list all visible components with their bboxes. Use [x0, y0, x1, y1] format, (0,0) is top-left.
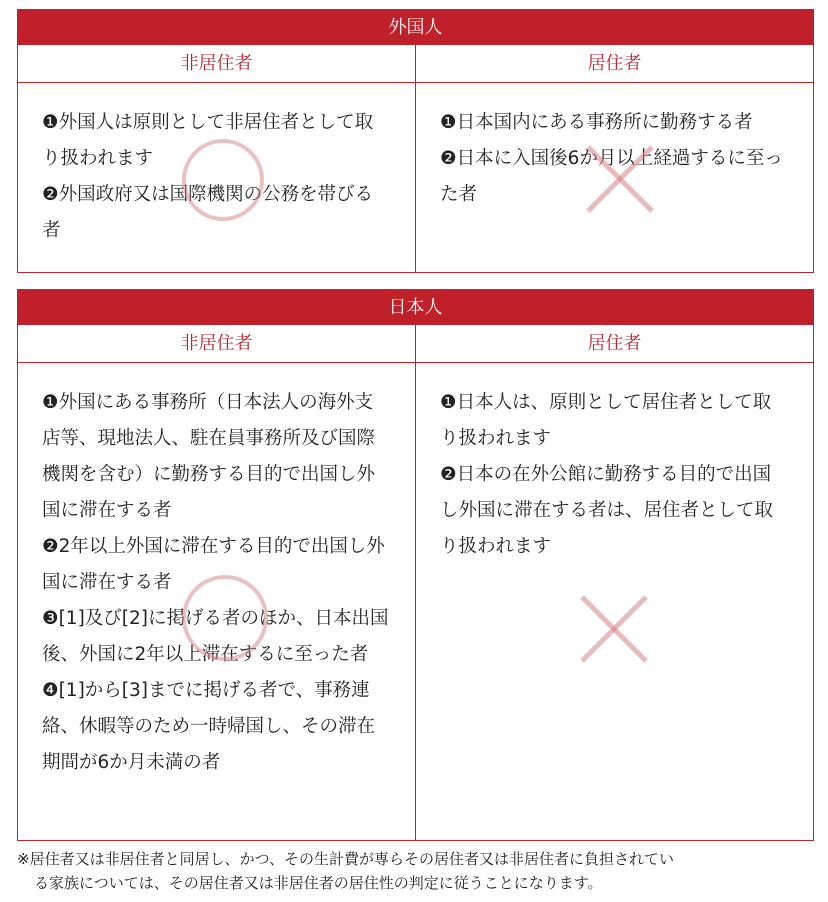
cross-mark-icon	[574, 589, 654, 669]
foreigner-header-row	[18, 45, 813, 83]
japanese-nonresident-item-1: ❶外国にある事務所（日本法人の海外支店等、現地法人、駐在員事務所及び国際機関を含む）に勤務する目的で出国し外国に滞在する者	[42, 392, 376, 521]
circle-mark-icon	[182, 139, 264, 221]
japanese-table	[17, 289, 814, 841]
japanese-title: 日本人	[18, 290, 813, 325]
cross-mark-icon	[580, 139, 660, 219]
japanese-body-row	[18, 363, 813, 840]
japanese-nonresident-header: 非居住者	[180, 333, 253, 354]
japanese-resident-cell	[415, 363, 813, 840]
foreigner-nonresident-cell	[18, 83, 415, 272]
circle-mark-icon	[182, 575, 268, 661]
japanese-header-row	[18, 325, 813, 363]
japanese-nonresident-item-4: ❹[1]から[3]までに掲げる者で、事務連絡、休暇等のため一時帰国し、その滞在期間が6か月未満の者	[42, 680, 376, 773]
foreigner-title: 外国人	[18, 10, 813, 45]
japanese-resident-item-2: ❷日本の在外公館に勤務する目的で出国し外国に滞在する者は、居住者として取り扱われます	[440, 464, 774, 557]
foreigner-body-row	[18, 83, 813, 272]
foreigner-nonresident-item-1: ❶外国人は原則として非居住者として取り扱われます	[42, 112, 374, 169]
japanese-nonresident-item-3: ❸[1]及び[2]に掲げる者のほか、日本出国後、外国に2年以上滞在するに至った者	[42, 608, 389, 665]
foreigner-nonresident-header: 非居住者	[180, 53, 253, 74]
japanese-resident-item-1: ❶日本人は、原則として居住者として取り扱われます	[440, 392, 772, 449]
foreigner-resident-header: 居住者	[415, 45, 813, 82]
foreigner-table	[17, 9, 814, 273]
foreigner-nonresident-item-2: ❷外国政府又は国際機関の公務を帯びる者	[42, 184, 374, 241]
foreigner-resident-item-2: ❷日本に入国後6か月以上経過するに至った者	[440, 148, 783, 205]
footnote-line-1: ※居住者又は非居住者と同居し、かつ、その生計費が専らその居住者又は非居住者に負担されてい	[17, 850, 674, 868]
japanese-nonresident-cell	[18, 363, 415, 840]
footnote	[17, 847, 817, 895]
japanese-nonresident-item-2: ❷2年以上外国に滞在する目的で出国し外国に滞在する者	[42, 536, 385, 593]
japanese-resident-header: 居住者	[415, 325, 813, 362]
foreigner-resident-item-1: ❶日本国内にある事務所に勤務する者	[440, 112, 753, 133]
footnote-line-2: る家族については、その居住者又は非居住者の居住性の判定に従うことになります。	[34, 874, 603, 892]
foreigner-resident-cell	[415, 83, 813, 272]
